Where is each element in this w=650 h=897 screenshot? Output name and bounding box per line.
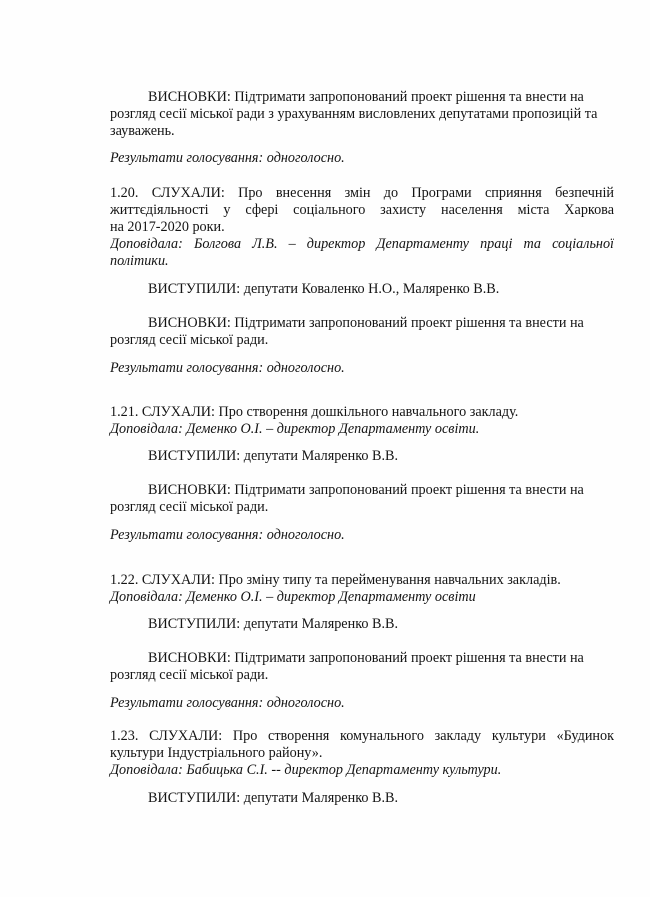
- item-1-23-spoke: ВИСТУПИЛИ: депутати Маляренко В.В.: [148, 790, 399, 806]
- item-1-21-conclusions-line-1: ВИСНОВКИ: Підтримати запропонований проект рішення та внести на: [148, 482, 584, 498]
- item-1-21-voting-result: Результати голосування: одноголосно.: [110, 527, 345, 543]
- item-1-23-speaker: Доповідала: Бабицька С.І. -- директор Департаменту культури.: [110, 762, 502, 778]
- item-1-20-heard-line-3: на 2017-2020 роки.: [110, 219, 225, 235]
- item-1-21-heard: 1.21. СЛУХАЛИ: Про створення дошкільного навчального закладу.: [110, 404, 519, 420]
- item-1-22-conclusions-line-2: розгляд сесії міської ради.: [110, 667, 269, 683]
- item-1-21-speaker: Доповідала: Деменко О.І. – директор Департаменту освіти.: [110, 421, 480, 437]
- item-1-20-speaker-line-2: політики.: [110, 253, 169, 269]
- item-1-23-heard: [110, 728, 614, 762]
- item-1-20-conclusions-line-2: розгляд сесії міської ради.: [110, 332, 269, 348]
- item-1-20-heard-line-2: життєдіяльності у сфері соціального захисту населення міста Харкова: [110, 202, 614, 218]
- conclusions-line-3: зауважень.: [110, 123, 175, 139]
- item-1-20-voting-result: Результати голосування: одноголосно.: [110, 360, 345, 376]
- item-1-21-conclusions: [110, 482, 614, 516]
- item-1-22-conclusions-line-1: ВИСНОВКИ: Підтримати запропонований проект рішення та внести на: [148, 650, 584, 666]
- item-1-23-heard-line-1: 1.23. СЛУХАЛИ: Про створення комунального закладу культури «Будинок: [110, 728, 614, 744]
- item-1-20-conclusions: [110, 315, 614, 349]
- item-1-22-speaker: Доповідала: Деменко О.І. – директор Департаменту освіти: [110, 589, 476, 605]
- item-1-21-spoke: ВИСТУПИЛИ: депутати Маляренко В.В.: [148, 448, 399, 464]
- item-1-20-heard: [110, 185, 614, 236]
- item-1-23-heard-line-2: культури Індустріального району».: [110, 745, 323, 761]
- conclusions-line-2: розгляд сесії міської ради з урахуванням висловлених депутатами пропозицій та: [110, 106, 598, 122]
- item-1-20-speaker: [110, 236, 614, 270]
- item-1-22-heard: 1.22. СЛУХАЛИ: Про зміну типу та перейменування навчальних закладів.: [110, 572, 561, 588]
- item-1-20-heard-line-1: 1.20. СЛУХАЛИ: Про внесення змін до Програми сприяння безпечній: [110, 185, 614, 201]
- voting-result: Результати голосування: одноголосно.: [110, 150, 345, 166]
- item-1-21-conclusions-line-2: розгляд сесії міської ради.: [110, 499, 269, 515]
- conclusions-paragraph: [110, 89, 614, 140]
- item-1-22-voting-result: Результати голосування: одноголосно.: [110, 695, 345, 711]
- conclusions-line-1: ВИСНОВКИ: Підтримати запропонований проект рішення та внести на: [148, 89, 584, 105]
- item-1-22-conclusions: [110, 650, 614, 684]
- item-1-20-conclusions-line-1: ВИСНОВКИ: Підтримати запропонований проект рішення та внести на: [148, 315, 584, 331]
- item-1-20-speaker-line-1: Доповідала: Болгова Л.В. – директор Департаменту праці та соціальної: [110, 236, 614, 252]
- item-1-20-spoke: ВИСТУПИЛИ: депутати Коваленко Н.О., Маляренко В.В.: [148, 281, 500, 297]
- item-1-22-spoke: ВИСТУПИЛИ: депутати Маляренко В.В.: [148, 616, 399, 632]
